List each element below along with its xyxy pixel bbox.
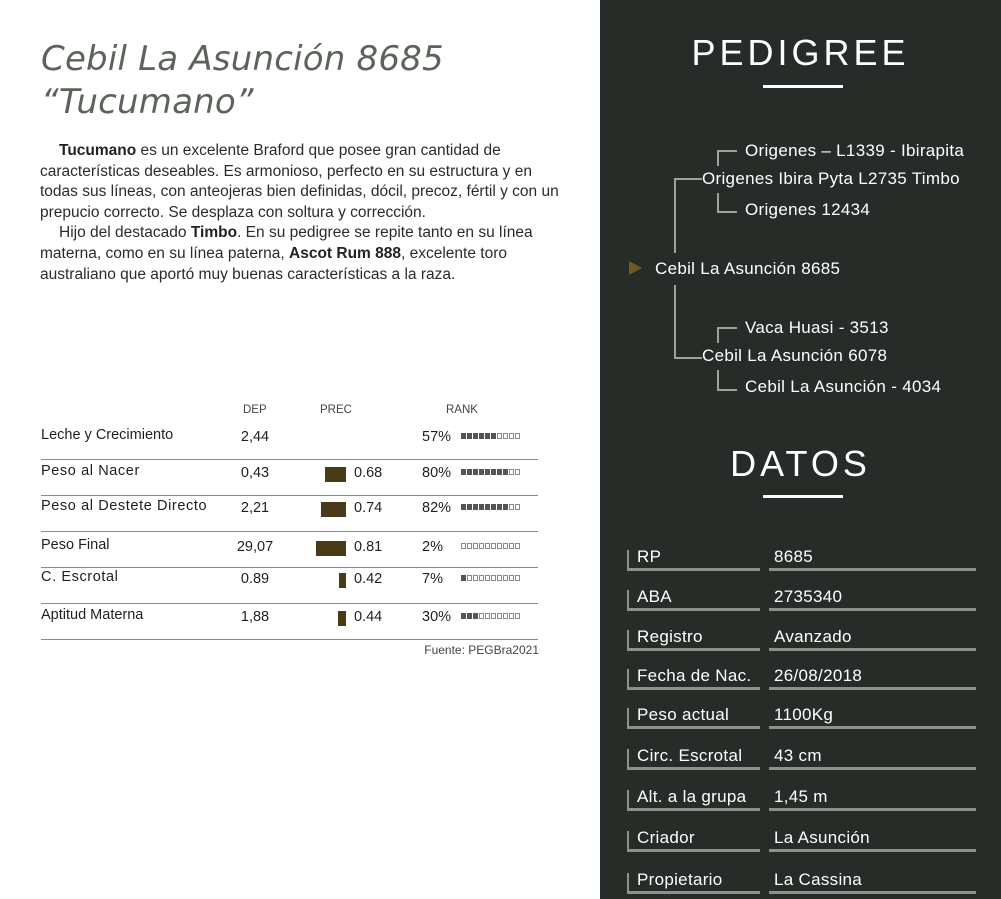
rank-indicator	[461, 433, 520, 439]
datos-heading: DATOS	[730, 443, 871, 484]
rank-box	[479, 504, 484, 510]
dam-connector	[674, 285, 676, 358]
datos-label-tick	[627, 630, 629, 648]
epd-dep-value: 2,21	[240, 500, 270, 516]
rank-indicator	[461, 504, 520, 510]
description	[40, 141, 560, 285]
dam-connector-h	[674, 357, 702, 359]
rank-box	[467, 575, 472, 581]
rank-box	[467, 504, 472, 510]
datos-label-underline	[627, 849, 760, 852]
rank-box	[503, 504, 508, 510]
rank-box	[485, 469, 490, 475]
datos-value-underline	[769, 648, 976, 651]
datos-value-underline	[769, 808, 976, 811]
datos-label: Registro	[637, 627, 703, 646]
epd-prec-value: 0.68	[354, 465, 383, 481]
epd-trait-name: Peso al Nacer	[41, 463, 140, 479]
rank-box	[503, 543, 508, 549]
epd-prec-value: 0.81	[354, 539, 383, 555]
datos-value-underline	[769, 726, 976, 729]
rank-box	[485, 575, 490, 581]
datos-label-underline	[627, 891, 760, 894]
rank-box	[467, 613, 472, 619]
datos-value: 8685	[774, 547, 814, 566]
rank-box	[497, 613, 502, 619]
rank-indicator	[461, 469, 520, 475]
rank-box	[485, 543, 490, 549]
rank-box	[473, 469, 478, 475]
datos-label-tick	[627, 831, 629, 849]
rank-box	[497, 469, 502, 475]
datos-heading-rule	[763, 495, 843, 498]
dam-dam-connector	[717, 370, 719, 390]
rank-indicator	[461, 613, 520, 619]
bull-name: Tucumano	[59, 142, 137, 159]
pedigree-heading: PEDIGREE	[691, 32, 910, 73]
table-source: Fuente: PEGBra2021	[424, 643, 539, 657]
datos-value: 26/08/2018	[774, 666, 863, 685]
pedigree-heading-rule	[763, 85, 843, 88]
datos-value: La Cassina	[774, 870, 863, 889]
page-title	[41, 38, 444, 124]
datos-label: Alt. a la grupa	[637, 787, 747, 806]
rank-box	[461, 433, 466, 439]
epd-prec-value: 0.44	[354, 609, 383, 625]
rank-box	[491, 613, 496, 619]
epd-row	[41, 495, 538, 532]
datos-label: Peso actual	[637, 705, 730, 724]
title-line-2: “Tucumano”	[41, 82, 254, 122]
dam-sire-connector	[717, 327, 719, 343]
rank-box	[461, 613, 466, 619]
epd-prec-value: 0.42	[354, 571, 383, 587]
rank-box	[491, 543, 496, 549]
rank-box	[491, 469, 496, 475]
rank-box	[479, 543, 484, 549]
pedigree-dam-sire: Vaca Huasi - 3513	[745, 318, 889, 337]
datos-label-tick	[627, 669, 629, 687]
rank-box	[467, 543, 472, 549]
datos-value-underline	[769, 608, 976, 611]
pedigree-dam: Cebil La Asunción 6078	[702, 346, 888, 365]
rank-box	[473, 575, 478, 581]
sire-dam-connector	[717, 193, 719, 212]
datos-value-underline	[769, 687, 976, 690]
epd-row	[41, 567, 538, 604]
datos-label: Fecha de Nac.	[637, 666, 752, 685]
dam-sire-connector-h	[717, 327, 737, 329]
sire-connector-h	[674, 178, 702, 180]
epd-trait-name: C. Escrotal	[41, 569, 119, 585]
datos-value-underline	[769, 767, 976, 770]
epd-rank-value: 82%	[422, 500, 452, 516]
description-paragraph-2	[40, 223, 560, 285]
epd-row	[41, 603, 538, 640]
p1-text: es un excelente Braford que posee gran cantidad de características deseables. Es armonioso, perfecto en su estructura y en todas sus líneas, con anteojeras bien definidas, dócil, precoz, fértil y con un prepucio correcto. Se desplaza con soltura y corrección.	[40, 142, 559, 221]
epd-trait-name: Aptitud Materna	[41, 607, 144, 623]
pedigree-animal: Cebil La Asunción 8685	[655, 259, 841, 278]
rank-box	[467, 469, 472, 475]
rank-box	[509, 504, 514, 510]
rank-indicator	[461, 575, 520, 581]
epd-dep-value: 2,44	[240, 429, 270, 445]
datos-label: Propietario	[637, 870, 723, 889]
datos-label-underline	[627, 726, 760, 729]
rank-box	[461, 469, 466, 475]
rank-box	[461, 575, 466, 581]
sire-sire-connector-h	[717, 150, 737, 152]
animal-arrow-icon	[629, 261, 642, 275]
prec-bar	[316, 541, 346, 556]
datos-label: ABA	[637, 587, 672, 606]
rank-box	[515, 613, 520, 619]
rank-box	[497, 543, 502, 549]
pedigree-dam-dam: Cebil La Asunción - 4034	[745, 377, 942, 396]
rank-box	[497, 433, 502, 439]
epd-dep-value: 29,07	[236, 539, 274, 555]
rank-box	[497, 575, 502, 581]
datos-label-tick	[627, 708, 629, 726]
rank-box	[485, 613, 490, 619]
datos-label-underline	[627, 687, 760, 690]
datos-label: RP	[637, 547, 662, 566]
epd-rank-value: 80%	[422, 465, 452, 481]
prec-header: PREC	[320, 404, 352, 416]
epd-dep-value: 0,43	[240, 465, 270, 481]
rank-box	[509, 575, 514, 581]
rank-box	[515, 433, 520, 439]
ancestor-name: Ascot Rum 888	[289, 244, 401, 262]
datos-label-underline	[627, 568, 760, 571]
epd-prec-value: 0.74	[354, 500, 383, 516]
rank-box	[497, 504, 502, 510]
datos-label: Criador	[637, 828, 695, 847]
datos-label-underline	[627, 767, 760, 770]
datos-label-tick	[627, 590, 629, 608]
p2-text-b: . En su pedigree se repite tanto en su línea materna, como en su línea paterna,	[40, 224, 533, 262]
rank-box	[479, 433, 484, 439]
rank-box	[509, 433, 514, 439]
rank-box	[515, 469, 520, 475]
prec-bar	[321, 502, 346, 517]
rank-box	[461, 504, 466, 510]
pedigree-sire-sire: Origenes – L1339 - Ibirapita	[745, 141, 965, 160]
rank-box	[473, 504, 478, 510]
rank-indicator	[461, 543, 520, 549]
rank-box	[485, 504, 490, 510]
epd-row	[41, 531, 538, 568]
rank-box	[467, 433, 472, 439]
pedigree-sire-dam: Origenes 12434	[745, 200, 871, 219]
rank-box	[515, 543, 520, 549]
datos-value-underline	[769, 849, 976, 852]
dep-header: DEP	[243, 404, 267, 416]
rank-box	[473, 613, 478, 619]
epd-trait-name: Leche y Crecimiento	[41, 427, 174, 443]
pedigree-sire: Origenes Ibira Pyta L2735 Timbo	[702, 169, 960, 188]
datos-value: La Asunción	[774, 828, 870, 847]
datos-value: 43 cm	[774, 746, 822, 765]
epd-dep-value: 1,88	[240, 609, 270, 625]
datos-label-underline	[627, 808, 760, 811]
rank-box	[509, 543, 514, 549]
epd-rank-value: 2%	[422, 539, 443, 555]
datos-value: 1,45 m	[774, 787, 828, 806]
rank-box	[479, 575, 484, 581]
datos-label-tick	[627, 550, 629, 568]
datos-value-underline	[769, 568, 976, 571]
rank-box	[503, 575, 508, 581]
rank-box	[473, 433, 478, 439]
epd-rank-value: 30%	[422, 609, 452, 625]
rank-box	[461, 543, 466, 549]
rank-box	[503, 433, 508, 439]
p2-text-c: , excelente toro australiano que aportó muy buenas características a la raza.	[40, 244, 507, 283]
rank-box	[515, 504, 520, 510]
datos-label-tick	[627, 873, 629, 891]
datos-label-underline	[627, 648, 760, 651]
datos-value: 2735340	[774, 587, 843, 606]
rank-box	[485, 433, 490, 439]
rank-box	[491, 575, 496, 581]
rank-header: RANK	[446, 404, 478, 416]
epd-trait-name: Peso Final	[41, 537, 110, 553]
rank-box	[515, 575, 520, 581]
datos-value: Avanzado	[774, 627, 852, 646]
datos-label: Circ. Escrotal	[637, 746, 743, 765]
sire-dam-connector-h	[717, 211, 737, 213]
datos-label-underline	[627, 608, 760, 611]
dam-dam-connector-h	[717, 389, 737, 391]
sire-sire-connector	[717, 150, 719, 166]
rank-box	[479, 469, 484, 475]
p2-text-a: Hijo del destacado	[59, 224, 191, 242]
epd-rank-value: 7%	[422, 571, 443, 587]
epd-row	[41, 459, 538, 496]
epd-trait-name: Peso al Destete Directo	[41, 498, 208, 514]
rank-box	[491, 504, 496, 510]
datos-value-underline	[769, 891, 976, 894]
rank-box	[509, 469, 514, 475]
rank-box	[503, 613, 508, 619]
epd-rank-value: 57%	[422, 429, 452, 445]
description-paragraph-1	[40, 141, 560, 223]
sire-connector	[674, 178, 676, 253]
datos-label-tick	[627, 749, 629, 767]
rank-box	[509, 613, 514, 619]
epd-dep-value: 0.89	[240, 571, 270, 587]
prec-bar	[339, 573, 346, 588]
rank-box	[503, 469, 508, 475]
rank-box	[473, 543, 478, 549]
rank-box	[491, 433, 496, 439]
datos-label-tick	[627, 790, 629, 808]
datos-value: 1100Kg	[774, 705, 834, 724]
sire-name: Timbo	[190, 224, 238, 242]
prec-bar	[338, 611, 346, 626]
title-line-1: Cebil La Asunción 8685	[41, 39, 444, 79]
prec-bar	[325, 467, 346, 482]
rank-box	[479, 613, 484, 619]
epd-row	[41, 423, 538, 460]
